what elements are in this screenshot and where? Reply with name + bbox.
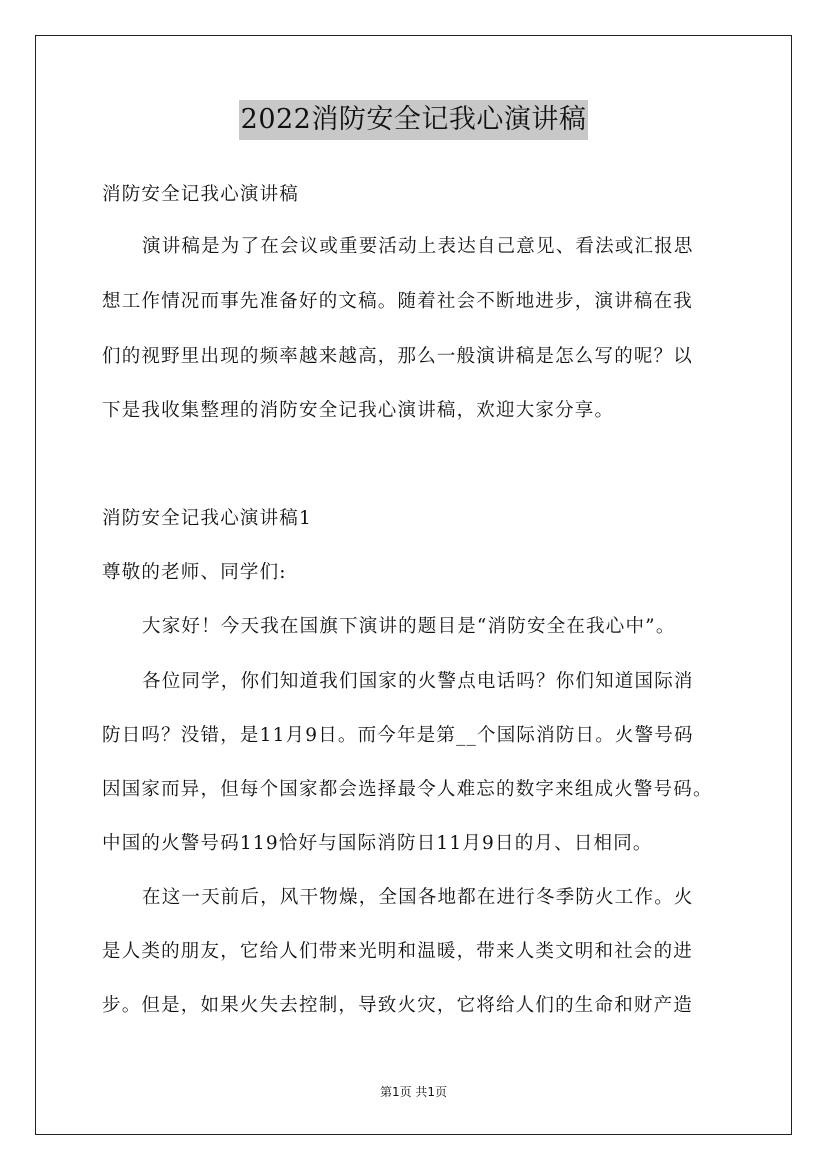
paragraph-line: 演讲稿是为了在会议或重要活动上表达自己意见、看法或汇报思	[142, 236, 694, 257]
heading-line: 消防安全记我心演讲稿	[102, 184, 300, 205]
paragraph-line: 是人类的朋友，它给人们带来光明和温暖，带来人类文明和社会的进	[102, 941, 694, 962]
paragraph-line: 防日吗？没错，是11月9日。而今年是第__个国际消防日。火警号码	[102, 725, 694, 746]
paragraph-line: 中国的火警号码119恰好与国际消防日11月9日的月、日相同。	[102, 833, 653, 854]
paragraph-line: 在这一天前后，风干物燥，全国各地都在进行冬季防火工作。火	[142, 887, 694, 908]
paragraph-line: 步。但是，如果火失去控制，导致火灾，它将给人们的生命和财产造	[102, 995, 694, 1016]
salutation-line: 尊敬的老师、同学们:	[102, 562, 287, 583]
paragraph-line: 想工作情况而事先准备好的文稿。随着社会不断地进步，演讲稿在我	[102, 291, 694, 312]
page-footer: 第1页 共1页	[379, 1085, 448, 1099]
paragraph-line: 各位同学，你们知道我们国家的火警点电话吗？你们知道国际消	[142, 671, 694, 692]
paragraph-line: 大家好！今天我在国旗下演讲的题目是“消防安全在我心中”。	[142, 616, 676, 637]
paragraph-line: 下是我收集整理的消防安全记我心演讲稿，欢迎大家分享。	[102, 400, 615, 421]
paragraph-line: 因国家而异，但每个国家都会选择最令人难忘的数字来组成火警号码。	[102, 779, 713, 800]
title-container	[0, 100, 827, 140]
paragraph-line: 们的视野里出现的频率越来越高，那么一般演讲稿是怎么写的呢？以	[102, 346, 694, 367]
document-title: 2022消防安全记我心演讲稿	[239, 100, 589, 140]
section-heading: 消防安全记我心演讲稿1	[102, 508, 312, 529]
